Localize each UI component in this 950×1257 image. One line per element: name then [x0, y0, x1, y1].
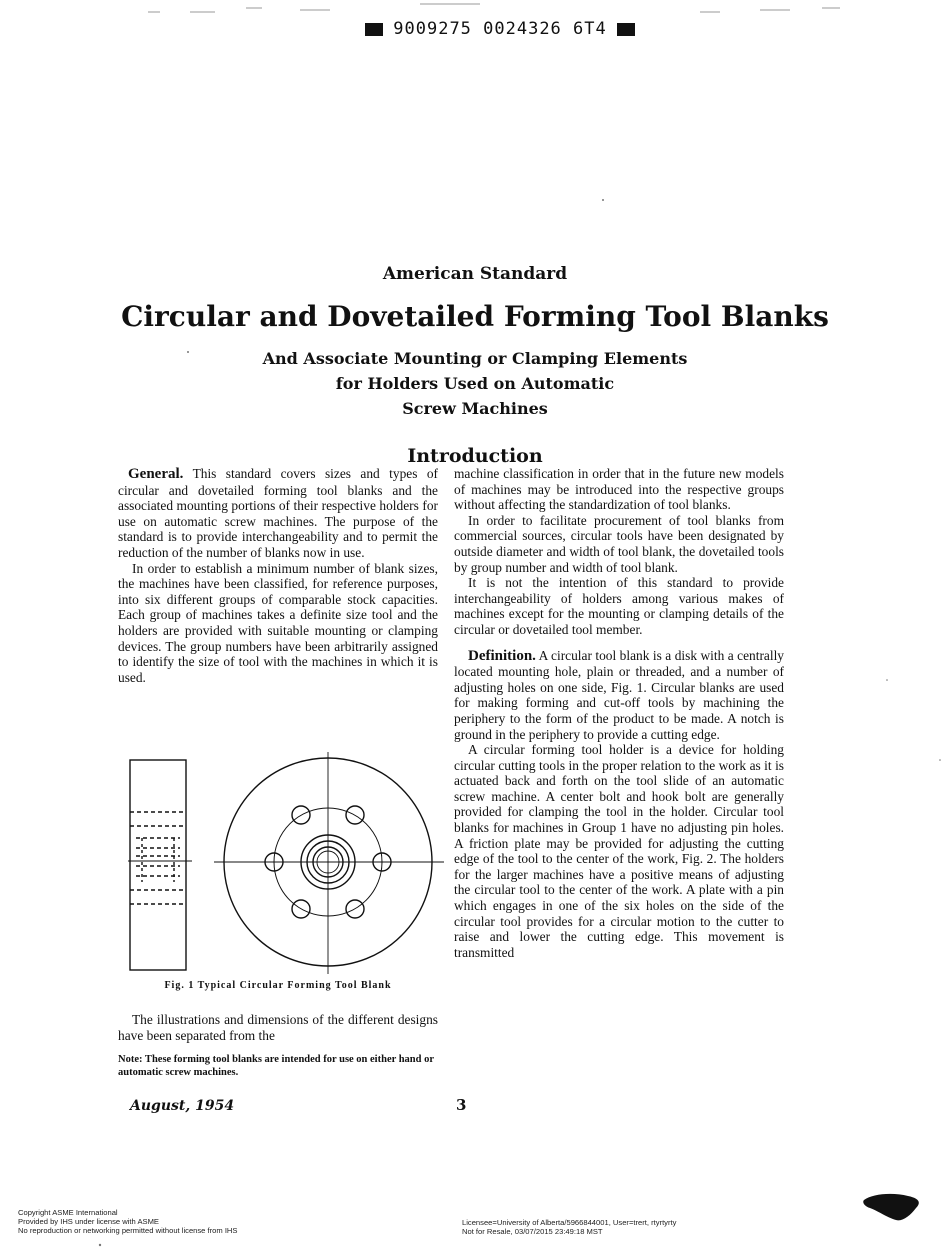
publication-date: August, 1954 — [130, 1098, 235, 1114]
subtitle-line: And Associate Mounting or Clamping Elements — [262, 349, 688, 368]
document-subtitle — [0, 346, 950, 421]
copyright-line: No reproduction or networking permitted without license from IHS — [18, 1226, 238, 1236]
license-line: Licensee=University of Alberta/5966844001, User=trert, rtyrtyrty — [462, 1218, 677, 1227]
barcode-block-left — [365, 23, 383, 36]
figure-circular-tool-blank — [128, 752, 448, 974]
scan-ink-blot — [862, 1192, 922, 1222]
right-column — [454, 466, 784, 960]
paragraph-continued: machine classification in order that in the future new models of machines may be introduced into the respective groups without affecting the standardization of tool blanks. — [454, 466, 784, 513]
subtitle-line: Screw Machines — [402, 399, 548, 418]
license-line: Not for Resale, 03/07/2015 23:49:18 MST — [462, 1227, 603, 1237]
footnote — [118, 1053, 448, 1079]
paragraph-general — [118, 466, 438, 561]
run-in-heading: Definition. — [468, 647, 536, 664]
note-text: These forming tool blanks are intended for use on either hand or automatic screw machines. — [118, 1054, 434, 1078]
section-heading: Introduction — [407, 445, 543, 467]
paragraph-text: This standard covers sizes and types of circular and dovetailed forming tool blanks and the associated mounting portions of their respective holders for use on automatic screw machines. The purpose of the standard is to provide interchangeability and to permit the reduction of the number of blanks now in use. — [118, 466, 438, 560]
paragraph-definition — [454, 648, 784, 743]
copyright-line: Copyright ASME International — [18, 1208, 118, 1217]
paragraph-procurement: In order to facilitate procurement of tool blanks from commercial sources, circular tools have been designated by outside diameter and width of tool blank, the dovetailed tools by group number and width of tool blank. — [454, 512, 784, 575]
standard-label: American Standard — [382, 264, 568, 284]
side-view-outline — [130, 760, 186, 970]
left-column — [118, 466, 438, 685]
license-notice — [462, 1218, 676, 1236]
paragraph-text: A circular tool blank is a disk with a centrally located mounting hole, plain or threaded, and a number of adjusting holes on one side, Fig. 1. Circular blanks are used for making forming and cut-off tools by machining the periphery to the form of the product to be made. A notch is ground in the periphery to provide a cutting edge. — [454, 647, 784, 742]
barcode-text: 9009275 0024326 6T4 — [393, 19, 607, 39]
paragraph-illustrations: The illustrations and dimensions of the different designs have been separated from the — [118, 1012, 438, 1043]
paragraph-classification: In order to establish a minimum number of blank sizes, the machines have been classified, for reference purposes, into six different groups of comparable stock capacities. Each group of machines takes a definite size tool and the holders are provided with suitable mounting or clamping devices. The group numbers have been arbitrarily assigned to identify the size of tool with the machines in which it is used. — [118, 560, 438, 685]
barcode-block-right — [617, 23, 635, 36]
scan-barcode-header — [360, 18, 640, 40]
figure-caption: Fig. 1 Typical Circular Forming Tool Blank — [164, 980, 392, 991]
subtitle-line: for Holders Used on Automatic — [335, 374, 615, 393]
page-number: 3 — [456, 1096, 467, 1114]
note-label: Note: — [118, 1054, 143, 1065]
run-in-heading: General. — [128, 466, 184, 482]
copyright-line: Provided by IHS under license with ASME — [18, 1217, 159, 1227]
left-column-continued — [118, 1012, 438, 1043]
copyright-notice — [18, 1208, 237, 1236]
document-title: Circular and Dovetailed Forming Tool Blanks — [121, 300, 829, 333]
paragraph-holder: A circular forming tool holder is a device for holding circular cutting tools in the proper relation to the work as it is actuated back and forth on the tool slide of an automatic screw machine. A center bolt and hook bolt are generally provided for clamping the tool in the holder. Circular tool blanks for machines in Group 1 have no adjusting pin holes. A friction plate may be provided for adjusting the cutting edge of the tool to the center of the work, Fig. 2. The holders for the larger machines have a positive means of adjusting the circular tool to the center of the work. A plate with a pin which engages in one of the six holes on the side of the circular tool provides for a circular motion to the cutter to raise and lower the cutting edge. This movement is transmitted — [454, 742, 784, 960]
paragraph-intention: It is not the intention of this standard to provide interchangeability of holders among various makes of machines except for the mounting or clamping details of the circular or dovetailed tool member. — [454, 575, 784, 637]
